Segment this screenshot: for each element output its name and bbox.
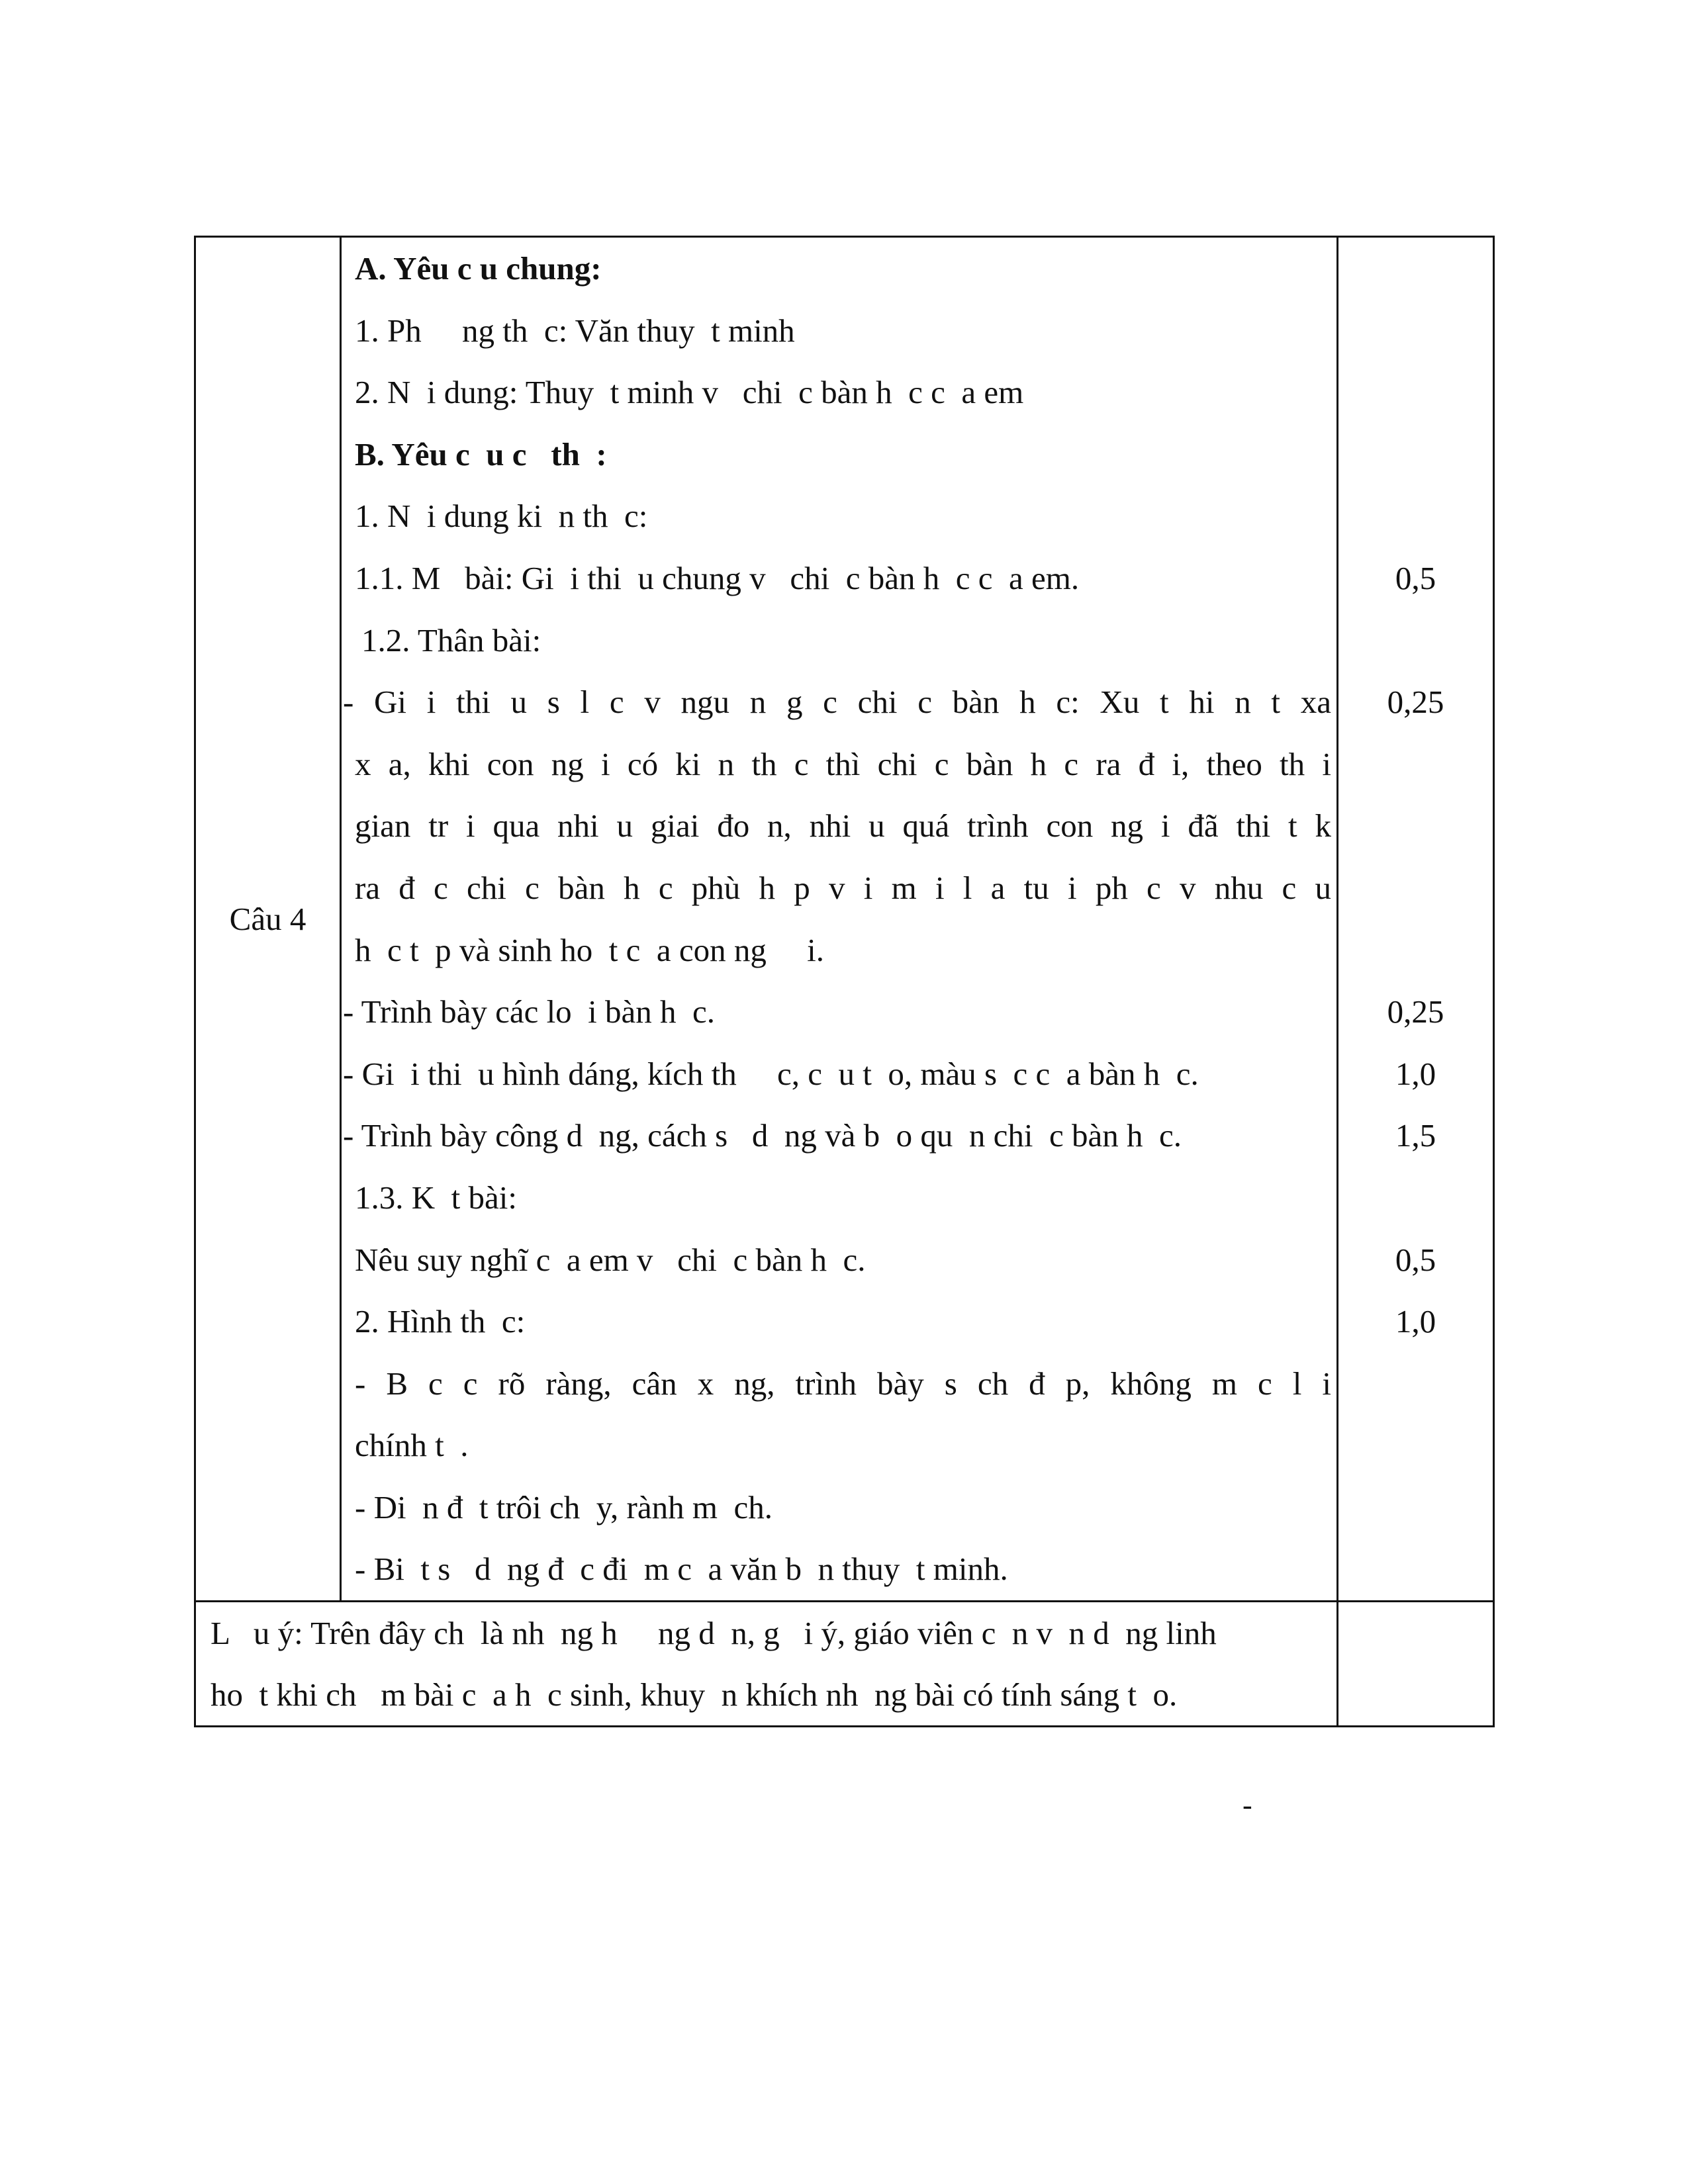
score-value xyxy=(1338,1477,1493,1539)
answer-content xyxy=(341,237,1338,1602)
score-value xyxy=(1338,361,1493,424)
content-line: 1.3. K t bài: xyxy=(355,1179,517,1216)
content-line: - Trình bày các lo i bàn h c. xyxy=(343,993,716,1030)
content-line: 1.2. Thân bài: xyxy=(361,621,541,659)
score-value xyxy=(1338,424,1493,486)
score-value: 0,5 xyxy=(1395,559,1436,596)
content-line: 1.1. M bài: Gi i thi u chung v chi c bàn h c c a em. xyxy=(355,559,1080,596)
score-value: 0,5 xyxy=(1395,1241,1436,1278)
score-value xyxy=(1338,1167,1493,1229)
content-line: B. Yêu c u c th : xyxy=(355,435,607,473)
content-line: 2. Hình th c: xyxy=(355,1303,526,1340)
content-line: - Gi i thi u hình dáng, kích th c, c u t o, màu s c c a bàn h c. xyxy=(343,1055,1199,1092)
score-value xyxy=(1338,857,1493,919)
content-line: A. Yêu c u chung: xyxy=(355,250,602,287)
content-line: x a, khi con ng i có ki n th c thì chi c bàn h c ra đ i, theo th i xyxy=(355,745,1331,782)
content-line: gian tr i qua nhi u giai đo n, nhi u quá trình con ng i đã thi t k xyxy=(355,807,1331,844)
score-value: 0,25 xyxy=(1387,993,1444,1030)
score-value: 1,0 xyxy=(1395,1303,1436,1340)
page-footer-mark: - xyxy=(1243,1789,1252,1821)
score-value: 0,25 xyxy=(1387,684,1444,721)
content-line: 1. Ph ng th c: Văn thuy t minh xyxy=(355,312,795,349)
content-line: Nêu suy nghĩ c a em v chi c bàn h c. xyxy=(355,1241,866,1278)
score-value xyxy=(1338,795,1493,857)
score-value xyxy=(1338,300,1493,362)
score-value xyxy=(1338,1353,1493,1415)
score-value xyxy=(1338,485,1493,547)
content-line: h c t p và sinh ho t c a con ng i. xyxy=(355,931,825,968)
score-value xyxy=(1338,1538,1493,1600)
score-value: 1,5 xyxy=(1395,1117,1436,1154)
score-value xyxy=(1338,919,1493,981)
note-content xyxy=(195,1602,1338,1727)
content-line: 2. N i dung: Thuy t minh v chi c bàn h c c a em xyxy=(355,374,1024,411)
content-line: - Trình bày công d ng, cách s d ng và b o qu n chi c bàn h c. xyxy=(343,1117,1182,1154)
score-value xyxy=(1338,238,1493,300)
grading-table xyxy=(194,236,1495,1727)
note-line: L u ý: Trên đây ch là nh ng h ng d n, g i ý, giáo viên c n v n d ng linh xyxy=(211,1615,1217,1652)
score-value xyxy=(1338,610,1493,672)
content-line: - Di n đ t trôi ch y, rành m ch. xyxy=(355,1488,773,1525)
content-line: chính t . xyxy=(355,1427,469,1464)
note-line: ho t khi ch m bài c a h c sinh, khuy n khích nh ng bài có tính sáng t o. xyxy=(211,1676,1178,1713)
content-line: - Bi t s d ng đ c đi m c a văn b n thuy t minh. xyxy=(355,1551,1008,1588)
question-row xyxy=(195,237,1494,1602)
score-value xyxy=(1338,733,1493,796)
content-line: 1. N i dung ki n th c: xyxy=(355,498,648,535)
note-score-empty xyxy=(1338,1602,1494,1727)
content-line: - B c c rõ ràng, cân x ng, trình bày s ch đ p, không m c l i xyxy=(355,1365,1331,1402)
score-value xyxy=(1338,1414,1493,1477)
question-label: Câu 4 xyxy=(195,237,341,1602)
content-line: ra đ c chi c bàn h c phù h p v i m i l a tu i ph c v nhu c u xyxy=(355,869,1331,906)
score-value: 1,0 xyxy=(1395,1055,1436,1092)
content-line: - Gi i thi u s l c v ngu n g c chi c bàn h c: Xu t hi n t xa xyxy=(343,684,1331,721)
note-row xyxy=(195,1602,1494,1727)
score-column xyxy=(1338,237,1494,1602)
